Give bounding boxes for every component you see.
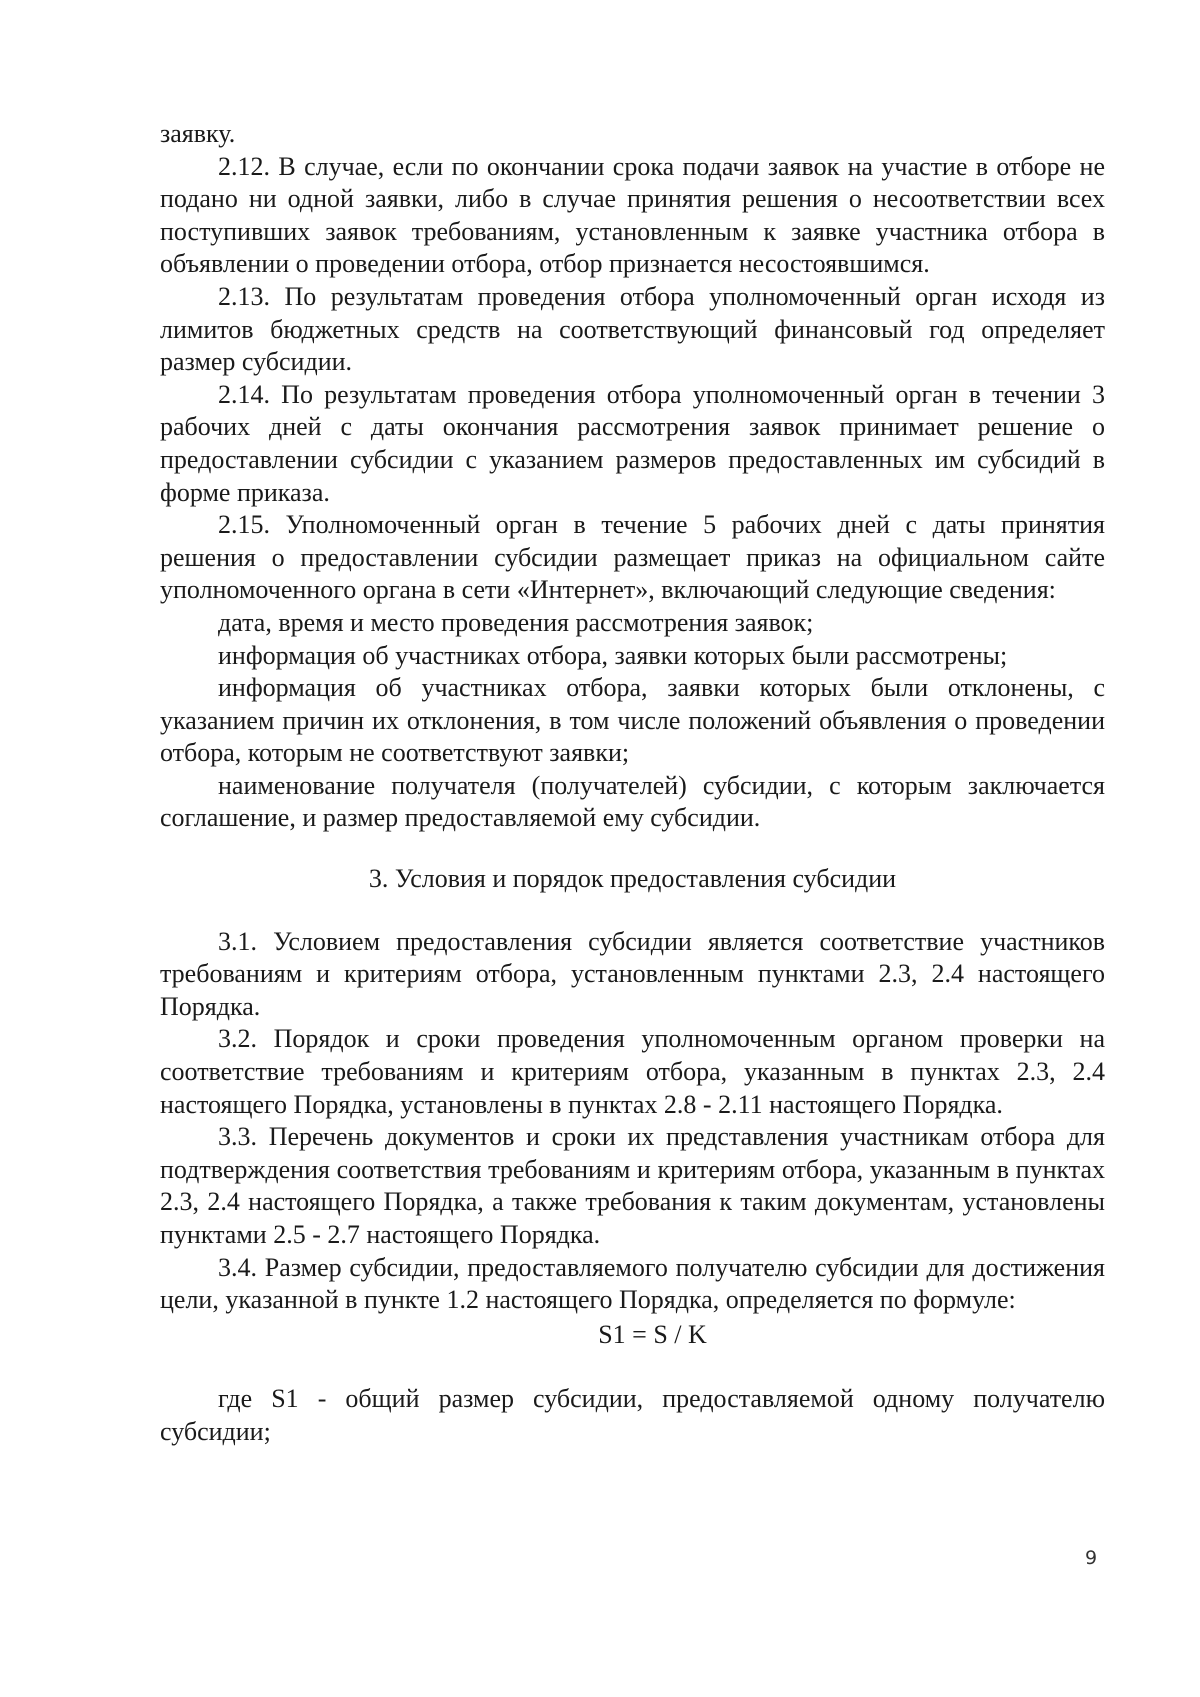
paragraph-continuation: заявку. bbox=[160, 119, 236, 148]
list-item-reviewed-participants: информация об участниках отбора, заявки которых были рассмотрены; bbox=[218, 640, 1008, 670]
formula: S1 = S / K bbox=[598, 1319, 707, 1349]
paragraph-3-3: 3.3. Перечень документов и сроки их представления участникам отбора для подтверждения соответствия требованиям и критериям отбора, указанным в пунктах 2.3, 2.4 настоящего Порядка, а также требования к таким документам, установлены пунктами 2.5 - 2.7 настоящего Порядка. bbox=[160, 1122, 1105, 1249]
page-body bbox=[160, 118, 1105, 1449]
paragraph-2-15: 2.15. Уполномоченный орган в течение 5 рабочих дней с даты принятия решения о предоставлении субсидии размещает приказ на официальном сайте уполномоченного органа в сети «Интернет», включающий следующие сведения: bbox=[160, 510, 1105, 605]
paragraph-3-4: 3.4. Размер субсидии, предоставляемого получателю субсидии для достижения цели, указанной в пункте 1.2 настоящего Порядка, определяется по формуле: bbox=[160, 1252, 1105, 1315]
paragraph-3-2: 3.2. Порядок и сроки проведения уполномоченным органом проверки на соответствие требованиям и критериям отбора, указанным в пунктах 2.3, 2.4 настоящего Порядка, установлены в пунктах 2.8 - 2.11 настоящего Порядка. bbox=[160, 1024, 1105, 1119]
list-item-date-time-place: дата, время и место проведения рассмотрения заявок; bbox=[218, 607, 814, 637]
paragraph-2-12: 2.12. В случае, если по окончании срока подачи заявок на участие в отборе не подано ни одной заявки, либо в случае принятия решения о несоответствии всех поступивших заявок требованиям, установленным к заявке участника отбора в объявлении о проведении отбора, отбор признается несостоявшимся. bbox=[160, 151, 1105, 279]
page-number: 9 bbox=[1085, 1547, 1098, 1569]
paragraph-2-13: 2.13. По результатам проведения отбора уполномоченный орган исходя из лимитов бюджетных средств на соответствующий финансовый год определяет размер субсидии. bbox=[160, 281, 1105, 377]
paragraph-2-14: 2.14. По результатам проведения отбора уполномоченный орган в течении 3 рабочих дней с даты окончания рассмотрения заявок принимает решение о предоставлении субсидии с указанием размеров предоставленных им субсидий в форме приказа. bbox=[160, 379, 1105, 507]
paragraph-3-1: 3.1. Условием предоставления субсидии является соответствие участников требованиям и критериям отбора, установленным пунктами 2.3, 2.4 настоящего Порядка. bbox=[160, 926, 1105, 1021]
section-heading-3: 3. Условия и порядок предоставления субсидии bbox=[368, 864, 897, 894]
list-item-recipient-name: наименование получателя (получателей) субсидии, с которым заключается соглашение, и размер предоставляемой ему субсидии. bbox=[160, 770, 1105, 833]
paragraph-formula-where: где S1 - общий размер субсидии, предоставляемой одному получателю субсидии; bbox=[160, 1384, 1105, 1446]
list-item-rejected-participants: информация об участниках отбора, заявки которых были отклонены, с указанием причин их отклонения, в том числе положений объявления о проведении отбора, которым не соответствуют заявки; bbox=[160, 673, 1105, 768]
